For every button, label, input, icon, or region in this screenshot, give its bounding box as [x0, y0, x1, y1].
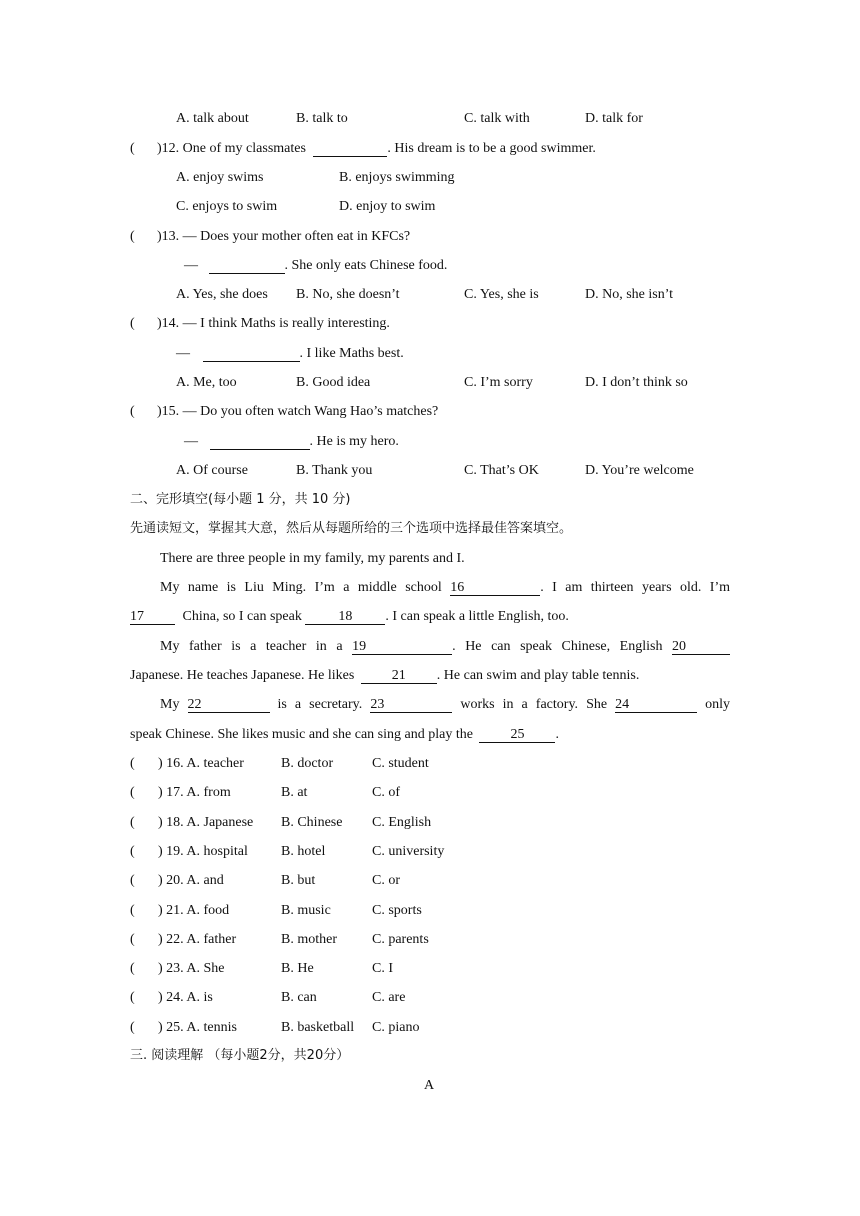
q13-response — [184, 257, 447, 275]
passage-text: My father is a teacher in a — [160, 639, 343, 654]
q14-stem: — I think Maths is really interesting. — [182, 316, 390, 331]
passage-paragraph-3-line-1 — [160, 638, 730, 656]
q14-response — [176, 345, 404, 363]
q15-option-d: D. You’re welcome — [585, 463, 694, 478]
q13-response-end: . She only eats Chinese food. — [284, 258, 448, 273]
q15-question — [157, 403, 438, 421]
cloze-paren: ( — [130, 961, 135, 977]
blank-20: 20 — [672, 639, 730, 655]
q14-response-end: . I like Maths best. — [299, 346, 404, 361]
section2-title: 二、完形填空(每小题 1 分，共 10 分) — [130, 492, 351, 507]
q15-blank — [210, 434, 310, 450]
blank-16: 16 — [450, 580, 540, 596]
passage-text: speak Chinese. She likes music and she can sing and play the — [130, 727, 473, 742]
q13-number: )13. — [157, 229, 180, 244]
q15-number: )15. — [157, 404, 180, 419]
cloze-paren: ( — [130, 785, 135, 801]
q14-question — [157, 315, 390, 333]
section2-instruction: 先通读短文，掌握其大意，然后从每题所给的三个选项中选择最佳答案填空。 — [130, 521, 573, 536]
q11-option-a: A. talk about — [176, 111, 249, 126]
cloze-option-a: ) 16. A. teacher — [158, 756, 244, 771]
cloze-paren: ( — [130, 814, 135, 830]
blank-17: 17 — [130, 609, 175, 625]
passage-paragraph-4-line-2 — [130, 726, 559, 744]
section3-part-label: A — [424, 1078, 435, 1093]
cloze-option-a: ) 25. A. tennis — [158, 1019, 237, 1035]
cloze-paren: ( — [130, 902, 135, 918]
cloze-option-b: B. at — [281, 785, 308, 801]
q15-response-end: . He is my hero. — [309, 434, 399, 449]
q14-option-a: A. Me, too — [176, 375, 237, 390]
cloze-option-a: ) 17. A. from — [158, 785, 231, 801]
blank-22: 22 — [188, 697, 270, 713]
cloze-paren: ( — [130, 843, 135, 859]
q14-number: )14. — [157, 316, 180, 331]
q11-option-b: B. talk to — [296, 111, 348, 126]
q12-blank — [313, 141, 387, 157]
passage-text: only — [705, 697, 731, 712]
passage-text: . He can swim and play table tennis. — [436, 668, 640, 683]
q15-option-b: B. Thank you — [296, 463, 373, 478]
q12-number: )12. — [157, 141, 180, 156]
cloze-option-a: ) 20. A. and — [158, 873, 224, 889]
cloze-option-b: B. hotel — [281, 843, 326, 859]
q12-stem: One of my classmates — [182, 141, 306, 156]
cloze-option-b: B. music — [281, 902, 331, 918]
q15-paren: ( — [130, 404, 135, 419]
passage-text: China, so I can speak — [182, 609, 302, 624]
cloze-paren: ( — [130, 873, 135, 889]
passage-text: works in a factory. She — [460, 697, 608, 712]
passage-paragraph-3-line-2 — [130, 667, 639, 685]
q14-option-b: B. Good idea — [296, 375, 371, 390]
q13-paren: ( — [130, 229, 135, 244]
passage-paragraph-4-line-1 — [160, 696, 730, 714]
blank-21: 21 — [361, 668, 437, 684]
blank-19: 19 — [352, 639, 452, 655]
passage-paragraph-2-line-2 — [130, 608, 569, 626]
blank-18: 18 — [305, 609, 385, 625]
cloze-option-a: ) 22. A. father — [158, 931, 237, 947]
q12-option-c: C. enjoys to swim — [176, 199, 278, 214]
q13-option-b: B. No, she doesn’t — [296, 287, 400, 302]
cloze-option-b: B. can — [281, 990, 317, 1006]
section3-title: 三. 阅读理解 （每小题2分，共20分） — [130, 1048, 350, 1063]
q15-response — [184, 433, 399, 451]
passage-paragraph-2-line-1 — [160, 579, 730, 597]
passage-text: . I am thirteen years old. I’m — [540, 580, 731, 595]
q12-stem-end: . His dream is to be a good swimmer. — [387, 141, 596, 156]
q11-option-c: C. talk with — [464, 111, 530, 126]
q15-option-c: C. That’s OK — [464, 463, 539, 478]
q14-dash: — — [176, 346, 190, 361]
passage-text: My name is Liu Ming. I’m a middle school — [160, 580, 442, 595]
passage-text: My — [160, 697, 180, 712]
cloze-option-a: ) 19. A. hospital — [158, 843, 248, 859]
cloze-option-c: C. piano — [372, 1019, 420, 1035]
q15-dash: — — [184, 434, 198, 449]
cloze-option-c: C. or — [372, 873, 400, 889]
passage-text: . — [555, 727, 559, 742]
q14-option-d: D. I don’t think so — [585, 375, 688, 390]
cloze-option-c: C. I — [372, 961, 393, 977]
q14-option-c: C. I’m sorry — [464, 375, 533, 390]
passage-text: . I can speak a little English, too. — [385, 609, 569, 624]
q13-dash: — — [184, 258, 198, 273]
q12-question — [157, 140, 596, 158]
passage-text: is a secretary. — [277, 697, 363, 712]
cloze-paren: ( — [130, 990, 135, 1006]
q12-paren: ( — [130, 141, 135, 156]
q14-blank — [203, 346, 300, 362]
q12-option-a: A. enjoy swims — [176, 170, 264, 185]
blank-24: 24 — [615, 697, 697, 713]
blank-23: 23 — [370, 697, 452, 713]
cloze-option-c: C. English — [372, 814, 432, 830]
cloze-option-c: C. sports — [372, 902, 422, 918]
cloze-option-b: B. doctor — [281, 756, 334, 771]
cloze-option-c: C. parents — [372, 931, 429, 947]
cloze-option-b: B. Chinese — [281, 814, 343, 830]
cloze-option-c: C. student — [372, 756, 429, 771]
cloze-option-b: B. but — [281, 873, 316, 889]
q13-blank — [209, 258, 285, 274]
cloze-paren: ( — [130, 931, 135, 947]
cloze-option-a: ) 23. A. She — [158, 961, 225, 977]
passage-paragraph-1: There are three people in my family, my parents and I. — [160, 551, 465, 566]
q13-question — [157, 228, 410, 246]
q12-option-b: B. enjoys swimming — [339, 170, 455, 185]
cloze-option-c: C. of — [372, 785, 400, 801]
q14-paren: ( — [130, 316, 135, 331]
q13-option-a: A. Yes, she does — [176, 287, 268, 302]
passage-text: Japanese. He teaches Japanese. He likes — [130, 668, 355, 683]
q13-option-c: C. Yes, she is — [464, 287, 539, 302]
passage-text: . He can speak Chinese, English — [452, 639, 663, 654]
q12-option-d: D. enjoy to swim — [339, 199, 436, 214]
cloze-paren: ( — [130, 1019, 135, 1035]
q13-option-d: D. No, she isn’t — [585, 287, 674, 302]
cloze-option-c: C. are — [372, 990, 406, 1006]
cloze-option-a: ) 21. A. food — [158, 902, 230, 918]
cloze-option-b: B. mother — [281, 931, 337, 947]
cloze-option-b: B. basketball — [281, 1019, 355, 1035]
blank-25: 25 — [479, 727, 555, 743]
cloze-option-b: B. He — [281, 961, 314, 977]
q15-stem: — Do you often watch Wang Hao’s matches? — [182, 404, 439, 419]
cloze-option-c: C. university — [372, 843, 445, 859]
q13-stem: — Does your mother often eat in KFCs? — [182, 229, 411, 244]
cloze-option-a: ) 24. A. is — [158, 990, 213, 1006]
cloze-paren: ( — [130, 756, 135, 771]
q11-option-d: D. talk for — [585, 111, 643, 126]
cloze-option-a: ) 18. A. Japanese — [158, 814, 254, 830]
q15-option-a: A. Of course — [176, 463, 248, 478]
